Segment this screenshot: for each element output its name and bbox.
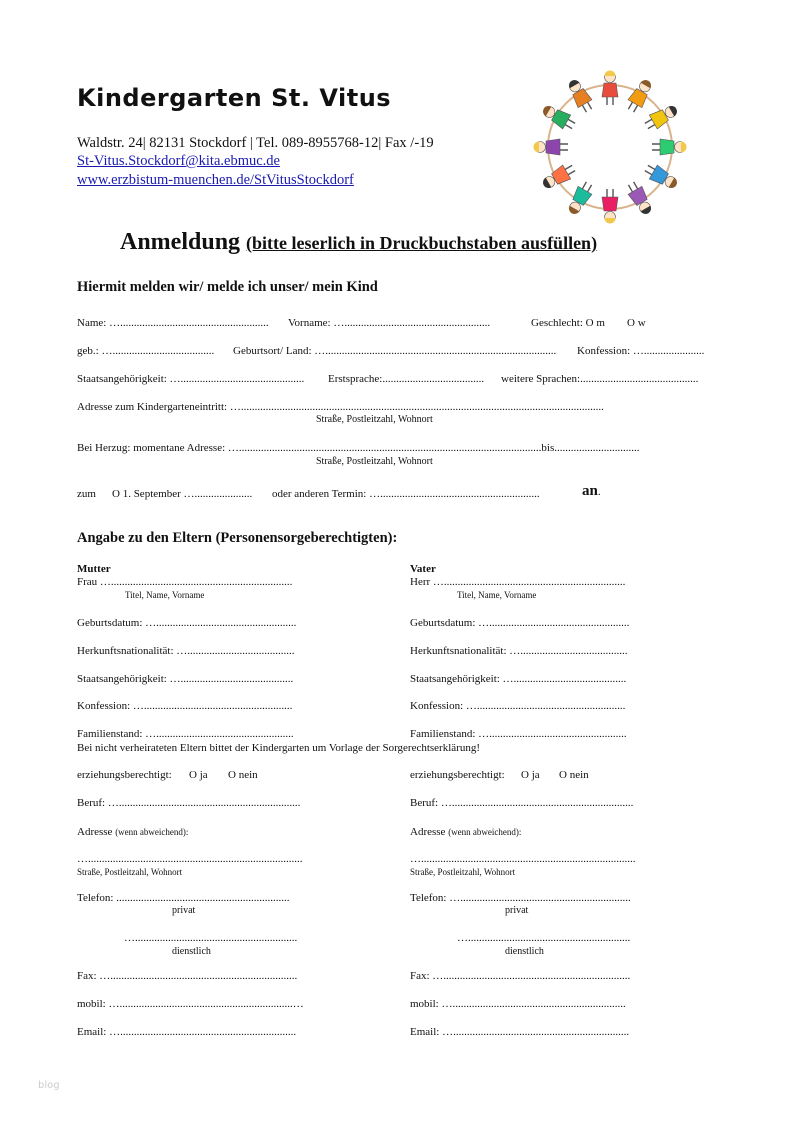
mother-origin-field[interactable]: Herkunftsnationalität: …....................................... <box>77 645 295 657</box>
mother-marital-field[interactable]: Familienstand: ….................................................. <box>77 728 294 740</box>
child-nationality-field[interactable]: Staatsangehörigkeit: …............................................. <box>77 373 305 385</box>
form-title <box>120 229 597 256</box>
child-figure-icon <box>602 189 618 224</box>
form-title-main: Anmeldung <box>120 229 241 255</box>
father-custody-no-option[interactable]: O nein <box>559 769 589 781</box>
mother-address-field[interactable]: ….............................................................................. <box>77 853 303 865</box>
mother-job-field[interactable]: Beruf: ….................................................................. <box>77 797 301 809</box>
child-first-language-field[interactable]: Erstsprache:..................................... <box>328 373 485 385</box>
mother-mobile-field[interactable]: mobil: …...............................................................… <box>77 998 304 1010</box>
father-address-hint: Straße, Postleitzahl, Wohnort <box>410 867 516 877</box>
mother-phone-private-hint: privat <box>172 905 196 916</box>
form-title-sub: (bitte leserlich in Druckbuchstaben ausfüllen) <box>246 233 598 253</box>
child-birthplace-field[interactable]: Geburtsort/ Land: ….................................................................................... <box>233 345 557 357</box>
mother-address-label: Adresse (wenn abweichend): <box>77 826 189 838</box>
mother-custody-yes-option[interactable]: O ja <box>189 769 208 781</box>
father-origin-field[interactable]: Herkunftsnationalität: …....................................... <box>410 645 628 657</box>
child-figure-icon <box>642 161 680 192</box>
mother-custody-no-option[interactable]: O nein <box>228 769 258 781</box>
mother-column-title: Mutter <box>77 563 111 575</box>
mother-fax-field[interactable]: Fax: ….................................................................... <box>77 970 298 982</box>
father-mobile-field[interactable]: mobil: …............................................................... <box>410 998 626 1010</box>
father-phone-work-field[interactable]: …........................................................... <box>457 932 631 944</box>
father-phone-work-hint: dienstlich <box>505 946 544 957</box>
mother-birthdate-field[interactable]: Geburtsdatum: …................................................... <box>77 617 297 629</box>
father-konfession-field[interactable]: Konfession: …...................................................... <box>410 700 626 712</box>
registration-an-label: an. <box>582 483 601 499</box>
mother-phone-work-hint: dienstlich <box>172 946 211 957</box>
unmarried-parents-note: Bei nicht verheirateten Eltern bittet der Kindergarten um Vorlage der Sorgerechtserklärung! <box>77 742 480 754</box>
child-other-languages-field[interactable]: weitere Sprachen:........................................... <box>501 373 699 385</box>
child-vorname-field[interactable]: Vorname: …..................................................... <box>288 317 491 329</box>
child-name-field[interactable]: Name: …...................................................... <box>77 317 269 329</box>
child-figure-icon <box>540 161 578 192</box>
mother-name-hint: Titel, Name, Vorname <box>125 590 205 600</box>
father-address-field[interactable]: ….............................................................................. <box>410 853 636 865</box>
watermark: blog <box>38 1080 60 1091</box>
mother-konfession-field[interactable]: Konfession: …...................................................... <box>77 700 293 712</box>
current-address-hint: Straße, Postleitzahl, Wohnort <box>316 456 433 467</box>
father-email-field[interactable]: Email: …................................................................ <box>410 1026 630 1038</box>
child-figure-icon <box>624 179 655 217</box>
father-job-field[interactable]: Beruf: ….................................................................. <box>410 797 634 809</box>
child-konfession-field[interactable]: Konfession: …...................... <box>577 345 705 357</box>
children-circle-logo-icon <box>520 62 700 232</box>
child-figure-icon <box>565 179 596 217</box>
father-custody-label: erziehungsberechtigt: <box>410 769 505 781</box>
father-marital-field[interactable]: Familienstand: ….................................................. <box>410 728 627 740</box>
mother-custody-label: erziehungsberechtigt: <box>77 769 172 781</box>
gender-female-option[interactable]: O w <box>627 317 646 329</box>
gender-male-option[interactable]: Geschlecht: O m <box>531 317 605 329</box>
child-figure-icon <box>602 71 618 106</box>
mother-phone-private-field[interactable]: Telefon: ............................................................... <box>77 892 290 904</box>
father-phone-private-hint: privat <box>505 905 529 916</box>
kindergarten-title: Kindergarten St. Vitus <box>77 84 392 112</box>
father-fax-field[interactable]: Fax: ….................................................................... <box>410 970 631 982</box>
mother-address-hint: Straße, Postleitzahl, Wohnort <box>77 867 183 877</box>
child-address-field[interactable]: Adresse zum Kindergarteneintritt: ….................................................................................................................................... <box>77 401 604 413</box>
father-birthdate-field[interactable]: Geburtsdatum: …................................................... <box>410 617 630 629</box>
start-other-date-field[interactable]: oder anderen Termin: ….......................................................... <box>272 488 540 500</box>
father-name-field[interactable]: Herr ….................................................................. <box>410 576 626 588</box>
child-birthdate-field[interactable]: geb.: …..................................... <box>77 345 215 357</box>
contact-address: Waldstr. 24| 82131 Stockdorf | Tel. 089-8955768-12| Fax /-19 <box>77 135 434 151</box>
father-column-title: Vater <box>410 563 436 575</box>
mother-name-field[interactable]: Frau ….................................................................. <box>77 576 293 588</box>
mother-phone-work-field[interactable]: …........................................................... <box>124 932 298 944</box>
start-date-label: zum <box>77 488 96 500</box>
child-section-heading: Hiermit melden wir/ melde ich unser/ mein Kind <box>77 279 378 295</box>
start-september-option[interactable]: O 1. September …..................... <box>112 488 253 500</box>
father-name-hint: Titel, Name, Vorname <box>457 590 537 600</box>
child-figure-icon <box>652 139 687 155</box>
father-address-label: Adresse (wenn abweichend): <box>410 826 522 838</box>
mother-email-field[interactable]: Email: …................................................................ <box>77 1026 297 1038</box>
website-link[interactable]: www.erzbistum-muenchen.de/StVitusStockdorf <box>77 172 354 188</box>
child-figure-icon <box>624 77 655 115</box>
parents-section-heading: Angabe zu den Eltern (Personensorgeberechtigten): <box>77 530 398 546</box>
child-figure-icon <box>642 102 680 133</box>
current-address-field[interactable]: Bei Herzug: momentane Adresse: …..............................................................................................................bis............................... <box>77 442 640 454</box>
mother-nationality-field[interactable]: Staatsangehörigkeit: …......................................... <box>77 673 294 685</box>
father-custody-yes-option[interactable]: O ja <box>521 769 540 781</box>
father-phone-private-field[interactable]: Telefon: ….............................................................. <box>410 892 631 904</box>
email-link[interactable]: St-Vitus.Stockdorf@kita.ebmuc.de <box>77 153 280 169</box>
father-nationality-field[interactable]: Staatsangehörigkeit: …......................................... <box>410 673 627 685</box>
child-address-hint: Straße, Postleitzahl, Wohnort <box>316 414 433 425</box>
child-figure-icon <box>540 102 578 133</box>
child-figure-icon <box>565 77 596 115</box>
child-figure-icon <box>534 139 569 155</box>
